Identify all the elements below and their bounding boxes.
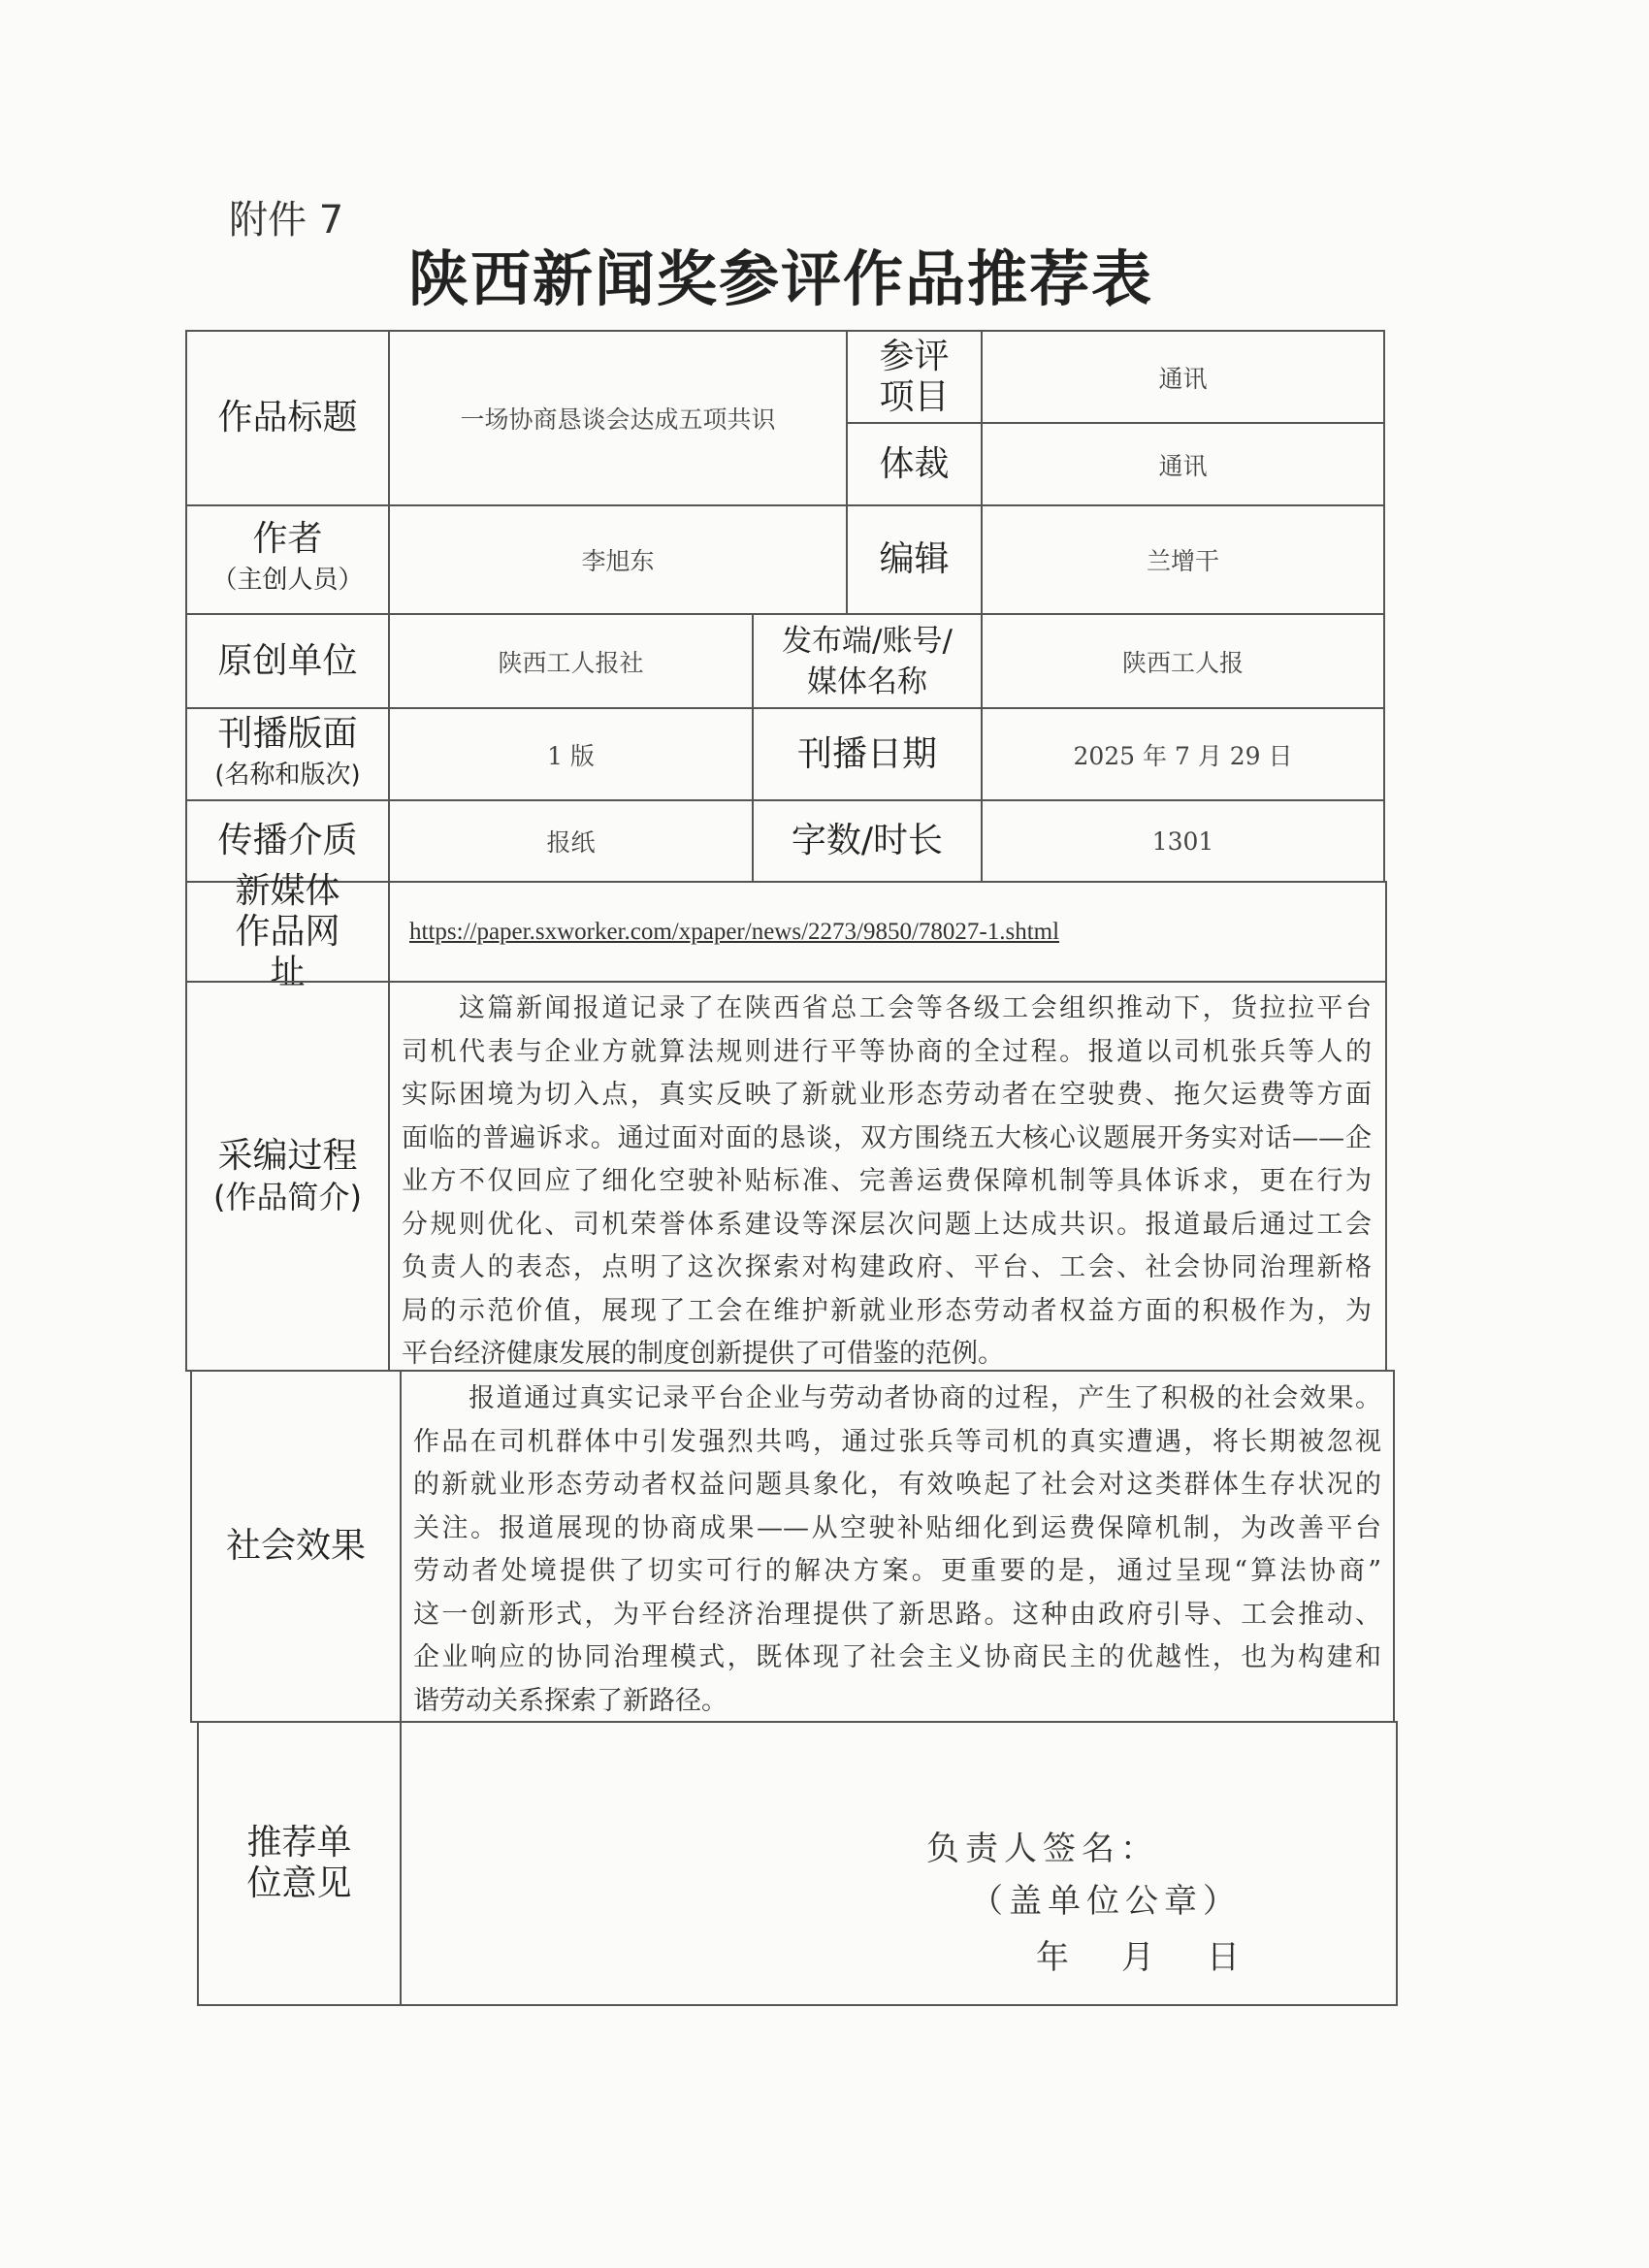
genre-label: 体裁 — [846, 422, 983, 506]
page-label-sub: (名称和版次) — [214, 760, 361, 790]
unit-label: 原创单位 — [185, 613, 390, 709]
effect-line: 企业响应的协同治理模式，既体现了社会主义协商民主的优越性，也为构建和 — [413, 1642, 1381, 1672]
work-url-link[interactable]: https://paper.sxworker.com/xpaper/news/2273/9850/78027-1.shtml — [388, 881, 1387, 983]
process-line: 面临的普遍诉求。通过面对面的恳谈，双方围绕五大核心议题展开务实对话——企 — [402, 1122, 1372, 1153]
author-label-text: 作者 — [252, 519, 323, 559]
author-value: 李旭东 — [388, 504, 848, 615]
process-line: 实际困境为切入点，真实反映了新就业形态劳动者在空驶费、拖欠运费等方面 — [402, 1080, 1372, 1110]
effect-line: 作品在司机群体中引发强烈共鸣，通过张兵等司机的真实遭遇，将长期被忽视 — [413, 1426, 1381, 1457]
url-label: 新媒体作品网址 — [185, 881, 390, 983]
process-label-text: 采编过程 — [217, 1135, 358, 1176]
editor-label: 编辑 — [846, 504, 983, 615]
effect-line: 报道通过真实记录平台企业与劳动者协商的过程，产生了积极的社会效果。 — [413, 1383, 1381, 1413]
words-label: 字数/时长 — [752, 799, 983, 883]
process-line: 司机代表与企业方就算法规则进行平等协商的全过程。报道以司机张兵等人的 — [402, 1036, 1372, 1067]
process-text — [388, 988, 1385, 1377]
process-line: 平台经济健康发展的制度创新提供了可借鉴的范例。 — [402, 1339, 1004, 1369]
category-value: 通讯 — [981, 330, 1385, 424]
editor-value: 兰增干 — [981, 504, 1385, 615]
category-label: 参评项目 — [846, 330, 983, 424]
attachment-number: 附件 7 — [229, 198, 344, 243]
date-label: 刊播日期 — [752, 707, 983, 801]
effect-label: 社会效果 — [190, 1370, 402, 1723]
process-label-sub: (作品简介) — [213, 1178, 362, 1215]
effect-line: 关注。报道展现的协商成果——从空驶补贴细化到运费保障机制，为改善平台 — [413, 1512, 1381, 1543]
author-label — [185, 504, 390, 615]
seal-label: （盖单位公章） — [970, 1882, 1242, 1921]
process-line: 业方不仅回应了细化空驶补贴标准、完善运费保障机制等具体诉求，更在行为 — [402, 1166, 1372, 1196]
page-label-text: 刊播版面 — [217, 713, 358, 754]
work-title-value: 一场协商恳谈会达成五项共识 — [388, 330, 848, 506]
process-label — [185, 981, 390, 1372]
process-line: 分规则优化、司机荣誉体系建设等深层次问题上达成共识。报道最后通过工会 — [402, 1209, 1372, 1240]
date-value: 2025 年 7 月 29 日 — [981, 707, 1385, 801]
signature-label: 负责人签名： — [926, 1830, 1159, 1868]
author-label-sub: （主创人员） — [211, 566, 364, 595]
effect-line: 劳动者处境提供了切实可行的解决方案。更重要的是，通过呈现“算法协商” — [413, 1556, 1381, 1586]
page-value: 1 版 — [388, 707, 754, 801]
date-blank: 年 月 日 — [1036, 1938, 1249, 1977]
effect-line: 这一创新形式，为平台经济治理提供了新思路。这种由政府引导、工会推动、 — [413, 1599, 1381, 1630]
process-line: 局的示范价值，展现了工会在维护新就业形态劳动者权益方面的积极作为，为 — [402, 1295, 1372, 1326]
publisher-value: 陕西工人报 — [981, 613, 1385, 709]
medium-label: 传播介质 — [185, 799, 390, 883]
page-label — [185, 707, 390, 801]
process-line: 这篇新闻报道记录了在陕西省总工会等各级工会组织推动下，货拉拉平台 — [402, 993, 1372, 1023]
page-title: 陕西新闻奖参评作品推荐表 — [407, 243, 1153, 314]
process-line: 负责人的表态，点明了这次探索对构建政府、平台、工会、社会协同治理新格 — [402, 1252, 1372, 1282]
publisher-label: 发布端/账号/媒体名称 — [752, 613, 983, 709]
opinion-label: 推荐单位意见 — [197, 1721, 402, 2006]
effect-text — [400, 1377, 1395, 1723]
words-value: 1301 — [981, 799, 1385, 883]
effect-line: 的新就业形态劳动者权益问题具象化，有效唤起了社会对这类群体生存状况的 — [413, 1470, 1381, 1500]
unit-value: 陕西工人报社 — [388, 613, 754, 709]
medium-value: 报纸 — [388, 799, 754, 883]
work-title-label: 作品标题 — [185, 330, 390, 506]
effect-line: 谐劳动关系探索了新路径。 — [413, 1685, 728, 1716]
genre-value: 通讯 — [981, 422, 1385, 506]
